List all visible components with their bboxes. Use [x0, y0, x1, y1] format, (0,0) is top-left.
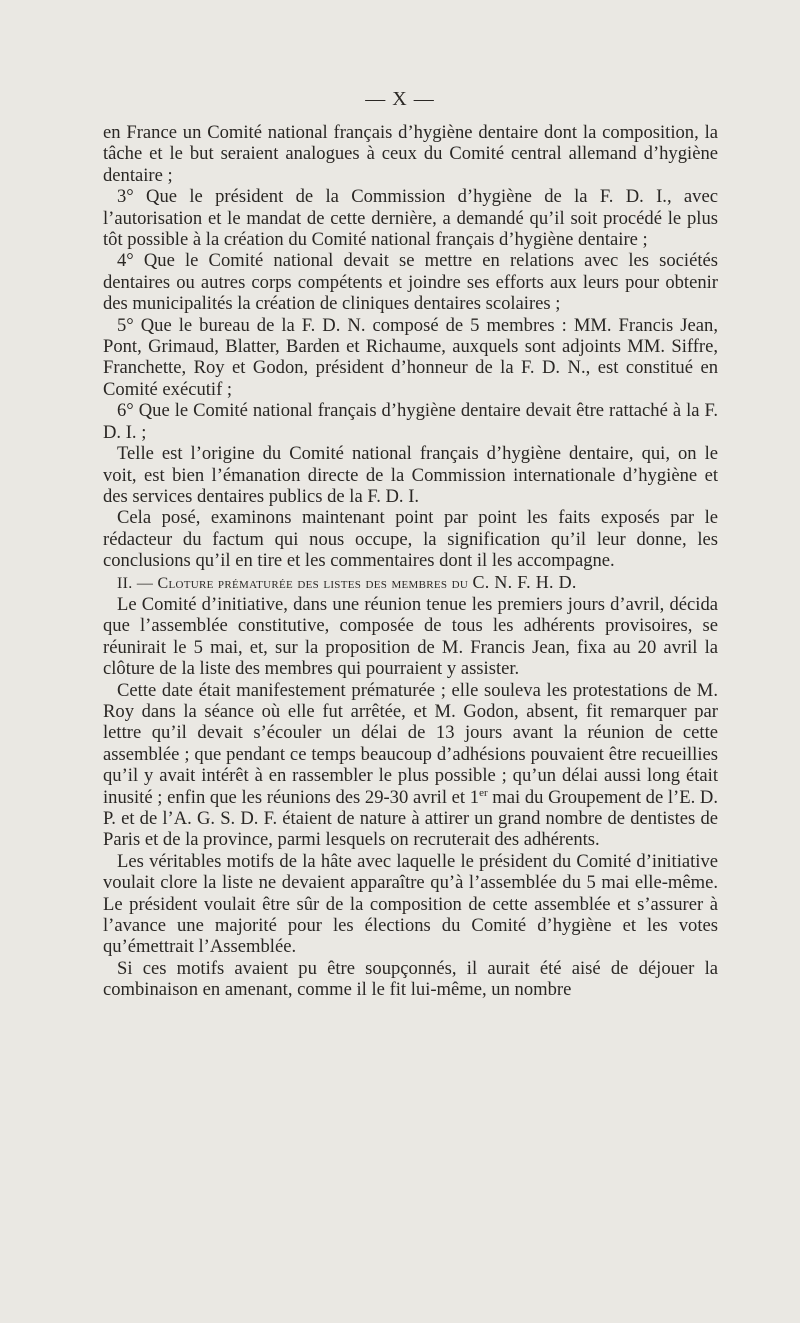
paragraph-initiative: Le Comité d’initiative, dans une réunion tenue les premiers jours d’avril, décida que l’assemblée constitutive, composée de tous les adhérents provisoires, se réunirait le 5 mai, et, sur la proposition de M. Francis Jean, fixa au 20 avril la clôture de la liste des membres qui pourraient y assister. — [103, 593, 718, 680]
superscript: er — [479, 786, 488, 799]
paragraph-point-6: 6° Que le Comité national français d’hygiène dentaire devait être rattaché à la F. D. I. ; — [103, 400, 718, 443]
text-segment: mai du Groupement de l’E. D. P. et de l’A. G. S. D. F. étaient de nature à attirer un grand nombre de dentistes de Paris et de la province, parmi lesquels on recruterait des adhérents. — [103, 786, 718, 851]
paragraph-examination: Cela posé, examinons maintenant point par point les faits exposés par le rédacteur du factum qui nous occupe, la signification qu’il leur donne, les conclusions qu’il en tire et les commentaires dont il les accompagne. — [103, 507, 718, 572]
section-heading — [103, 572, 718, 594]
section-title: Cloture prématurée des listes des membres du — [157, 574, 469, 592]
paragraph-point-4: 4° Que le Comité national devait se mettre en relations avec les sociétés dentaires ou autres corps compétents et joindre ses efforts aux leurs pour obtenir des municipalités la création de cliniques dentaires scolaires ; — [103, 250, 718, 315]
paragraph-point-5: 5° Que le bureau de la F. D. N. composé de 5 membres : MM. Francis Jean, Pont, Grimaud, Blatter, Barden et Richaume, auxquels sont adjoints MM. Siffre, Franchette, Roy et Godon, président d’honneur de la F. D. N., est constitué en Comité exécutif ; — [103, 314, 718, 400]
text-segment: Cette date était manifestement prématurée ; elle souleva les protestations de M. Roy dans la séance où elle fut arrêtée, et M. Godon, absent, fit remarquer par lettre qu’il devait s’écouler un délai de 13 jours avant la réunion de cette assemblée ; que pendant ce temps beaucoup d’adhésions pouvaient être recueillies qu’il y avait intérêt à en rassembler le plus possible ; qu’un délai aussi long était inusité ; enfin que les réunions des 29-30 avril et 1 — [103, 679, 718, 808]
paragraph-suspicion: Si ces motifs avaient pu être soupçonnés, il aurait été aisé de déjouer la combinaison en amenant, comme il le fit lui-même, un nombre — [103, 957, 718, 1001]
paragraph-motives: Les véritables motifs de la hâte avec laquelle le président du Comité d’initiative voulait clore la liste ne devaient apparaître qu’à l’assemblée du 5 mai elle-même. Le président voulait être sûr de la composition de cette assemblée et s’assurer à l’avance une majorité pour les élections du Comité d’hygiène et les votes qu’émettrait l’Assemblée. — [103, 850, 718, 958]
paragraph-point-3: 3° Que le président de la Commission d’hygiène de la F. D. I., avec l’autorisation et le mandat de cette dernière, a demandé qu’il soit procédé le plus tôt possible à la création du Comité national français d’hygiène dentaire ; — [103, 186, 718, 251]
paragraph-continuation: en France un Comité national français d’hygiène dentaire dont la composition, la tâche et le but seraient analogues à ceux du Comité central allemand d’hygiène dentaire ; — [103, 122, 718, 186]
section-abbr: C. N. F. H. D. — [472, 571, 577, 592]
section-number: II. — — [117, 574, 158, 592]
body-text — [103, 122, 718, 1001]
paragraph-premature-date — [103, 680, 718, 851]
page-number: — X — — [365, 88, 435, 110]
paragraph-origin: Telle est l’origine du Comité national français d’hygiène dentaire, qui, on le voit, est bien l’émanation directe de la Commission internationale d’hygiène et des services dentaires publics de la F. D. I. — [103, 443, 718, 507]
